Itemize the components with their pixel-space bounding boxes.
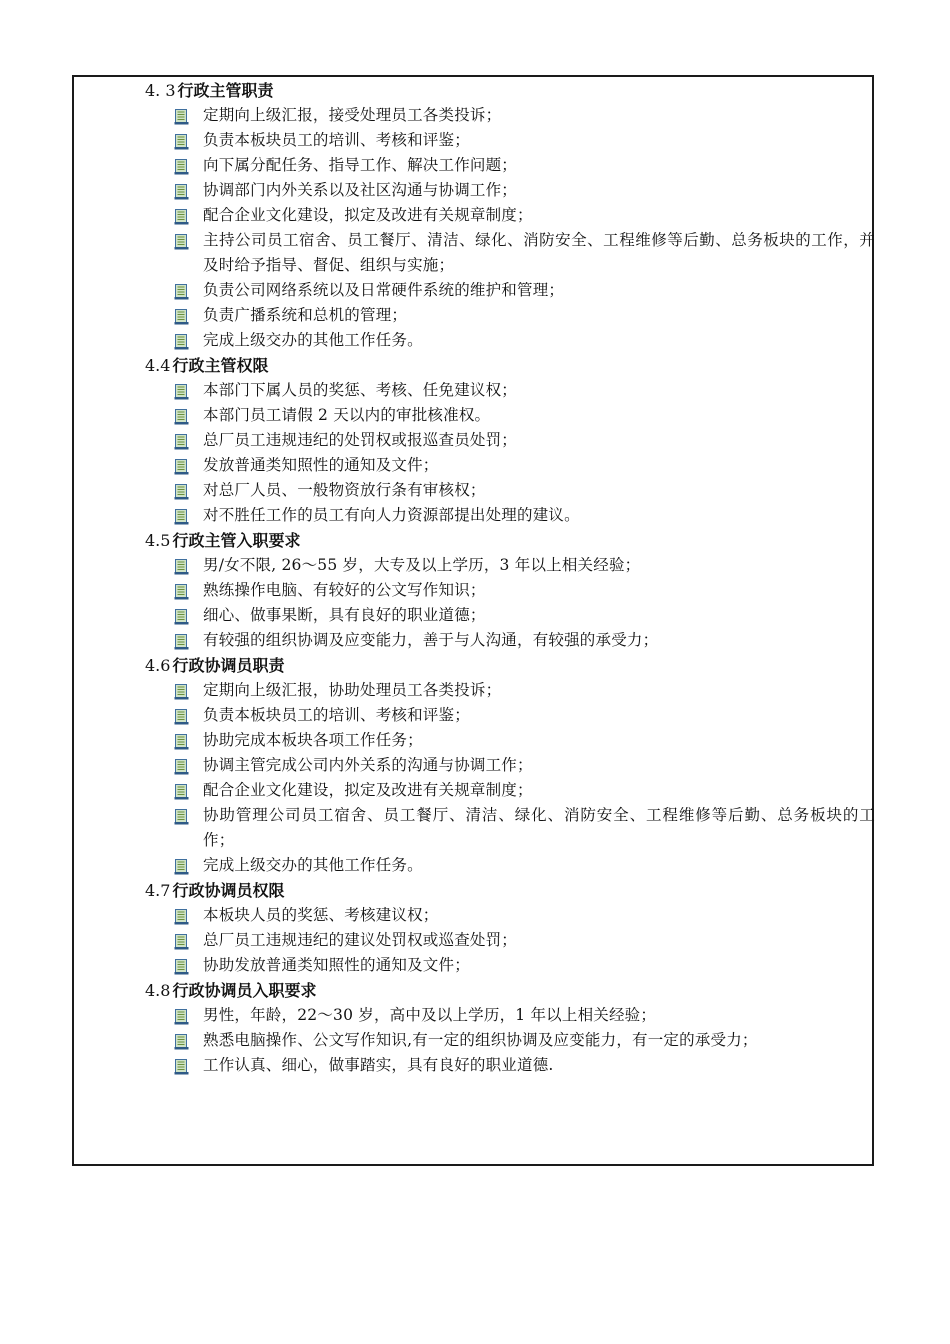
list-item: [145, 178, 875, 203]
section-title: 行政协调员权限: [172, 881, 285, 900]
list-item: [145, 553, 875, 578]
list-item: [145, 1028, 875, 1053]
list-item: [145, 678, 875, 703]
document-icon: [174, 733, 189, 749]
list-item: [145, 228, 875, 278]
document-icon: [174, 633, 189, 649]
document-icon: [174, 708, 189, 724]
list-item-text: 向下属分配任务、指导工作、解决工作问题；: [203, 156, 518, 174]
list-item: [145, 603, 875, 628]
list-item: [145, 403, 875, 428]
document-icon: [174, 1008, 189, 1024]
list-item-text: 男/女不限, 26～55 岁，大专及以上学历，3 年以上相关经验；: [203, 556, 641, 574]
document-icon: [174, 108, 189, 124]
list-item: [145, 728, 875, 753]
document-icon: [174, 433, 189, 449]
document-icon: [174, 333, 189, 349]
document-icon: [174, 683, 189, 699]
document-icon: [174, 508, 189, 524]
list-item: [145, 578, 875, 603]
list-item-text: 熟练操作电脑、有较好的公文写作知识；: [203, 581, 486, 599]
document-icon: [174, 183, 189, 199]
document-icon: [174, 1033, 189, 1049]
list-item-text: 负责本板块员工的培训、考核和评鉴；: [203, 131, 470, 149]
list-item: [145, 953, 875, 978]
section-item-list: [145, 903, 875, 978]
list-item-text: 男性，年龄，22～30 岁，高中及以上学历，1 年以上相关经验；: [203, 1006, 657, 1024]
list-item-text: 对总厂人员、一般物资放行条有审核权；: [203, 481, 486, 499]
document-icon: [174, 383, 189, 399]
list-item: [145, 703, 875, 728]
list-item-text: 主持公司员工宿舍、员工餐厅、清洁、绿化、消防安全、工程维修等后勤、总务板块的工作，并及时给予指导、督促、组织与实施；: [203, 231, 875, 274]
list-item: [145, 278, 875, 303]
section-number: 4.7: [145, 881, 171, 900]
document-icon: [174, 458, 189, 474]
list-item: [145, 903, 875, 928]
list-item-text: 定期向上级汇报，接受处理员工各类投诉；: [203, 106, 502, 124]
list-item: [145, 128, 875, 153]
list-item: [145, 303, 875, 328]
document-icon: [174, 483, 189, 499]
document-icon: [174, 558, 189, 574]
document-icon: [174, 408, 189, 424]
list-item-text: 本部门员工请假 2 天以内的审批核准权。: [203, 406, 491, 424]
document-icon: [174, 233, 189, 249]
list-item: [145, 103, 875, 128]
list-item: [145, 853, 875, 878]
list-item-text: 协调主管完成公司内外关系的沟通与协调工作；: [203, 756, 533, 774]
document-icon: [174, 583, 189, 599]
document-icon: [174, 283, 189, 299]
section-item-list: [145, 553, 875, 653]
document-icon: [174, 208, 189, 224]
list-item-text: 协助管理公司员工宿舍、员工餐厅、清洁、绿化、消防安全、工程维修等后勤、总务板块的工作；: [203, 806, 875, 849]
list-item: [145, 753, 875, 778]
list-item-text: 熟悉电脑操作、公文写作知识,有一定的组织协调及应变能力，有一定的承受力；: [203, 1031, 758, 1049]
list-item: [145, 803, 875, 853]
section-title: 行政主管职责: [177, 81, 274, 100]
list-item-text: 负责本板块员工的培训、考核和评鉴；: [203, 706, 470, 724]
document-icon: [174, 958, 189, 974]
list-item-text: 工作认真、细心，做事踏实，具有良好的职业道德.: [203, 1056, 554, 1074]
list-item-text: 协助完成本板块各项工作任务；: [203, 731, 423, 749]
document-icon: [174, 308, 189, 324]
list-item-text: 负责公司网络系统以及日常硬件系统的维护和管理；: [203, 281, 565, 299]
document-content: [145, 78, 875, 1078]
list-item: [145, 1003, 875, 1028]
section-item-list: [145, 1003, 875, 1078]
list-item: [145, 453, 875, 478]
list-item-text: 对不胜任工作的员工有向人力资源部提出处理的建议。: [203, 506, 580, 524]
list-item: [145, 203, 875, 228]
list-item-text: 协调部门内外关系以及社区沟通与协调工作；: [203, 181, 518, 199]
section-number: 4.4: [145, 356, 171, 375]
list-item: [145, 153, 875, 178]
document-icon: [174, 908, 189, 924]
list-item: [145, 628, 875, 653]
section-number: 4.6: [145, 656, 171, 675]
list-item: [145, 928, 875, 953]
section-heading: [145, 978, 875, 1003]
document-icon: [174, 1058, 189, 1074]
document-icon: [174, 608, 189, 624]
document-icon: [174, 133, 189, 149]
section-title: 行政主管入职要求: [172, 531, 301, 550]
section-number: 4.8: [145, 981, 171, 1000]
list-item-text: 本部门下属人员的奖惩、考核、任免建议权；: [203, 381, 518, 399]
list-item-text: 本板块人员的奖惩、考核建议权；: [203, 906, 439, 924]
list-item-text: 定期向上级汇报，协助处理员工各类投诉；: [203, 681, 502, 699]
section-heading: [145, 353, 875, 378]
document-icon: [174, 783, 189, 799]
list-item: [145, 328, 875, 353]
list-item: [145, 428, 875, 453]
section-number: 4. 3: [145, 81, 176, 100]
section-number: 4.5: [145, 531, 171, 550]
section-heading: [145, 78, 875, 103]
list-item-text: 总厂员工违规违纪的建议处罚权或巡查处罚；: [203, 931, 518, 949]
section-heading: [145, 528, 875, 553]
section-title: 行政协调员职责: [172, 656, 285, 675]
section-item-list: [145, 378, 875, 528]
document-icon: [174, 808, 189, 824]
list-item-text: 完成上级交办的其他工作任务。: [203, 331, 423, 349]
list-item: [145, 378, 875, 403]
section-title: 行政主管权限: [172, 356, 269, 375]
list-item-text: 完成上级交办的其他工作任务。: [203, 856, 423, 874]
section-heading: [145, 653, 875, 678]
document-icon: [174, 758, 189, 774]
list-item: [145, 478, 875, 503]
document-icon: [174, 158, 189, 174]
list-item-text: 有较强的组织协调及应变能力，善于与人沟通，有较强的承受力；: [203, 631, 659, 649]
list-item-text: 发放普通类知照性的通知及文件；: [203, 456, 439, 474]
list-item-text: 负责广播系统和总机的管理；: [203, 306, 408, 324]
list-item-text: 配合企业文化建设，拟定及改进有关规章制度；: [203, 781, 533, 799]
section-title: 行政协调员入职要求: [172, 981, 317, 1000]
section-item-list: [145, 678, 875, 878]
list-item: [145, 778, 875, 803]
document-icon: [174, 858, 189, 874]
list-item-text: 配合企业文化建设，拟定及改进有关规章制度；: [203, 206, 533, 224]
list-item-text: 协助发放普通类知照性的通知及文件；: [203, 956, 470, 974]
section-item-list: [145, 103, 875, 353]
list-item: [145, 503, 875, 528]
section-heading: [145, 878, 875, 903]
list-item-text: 细心、做事果断，具有良好的职业道德；: [203, 606, 486, 624]
list-item: [145, 1053, 875, 1078]
document-icon: [174, 933, 189, 949]
list-item-text: 总厂员工违规违纪的处罚权或报巡查员处罚；: [203, 431, 518, 449]
